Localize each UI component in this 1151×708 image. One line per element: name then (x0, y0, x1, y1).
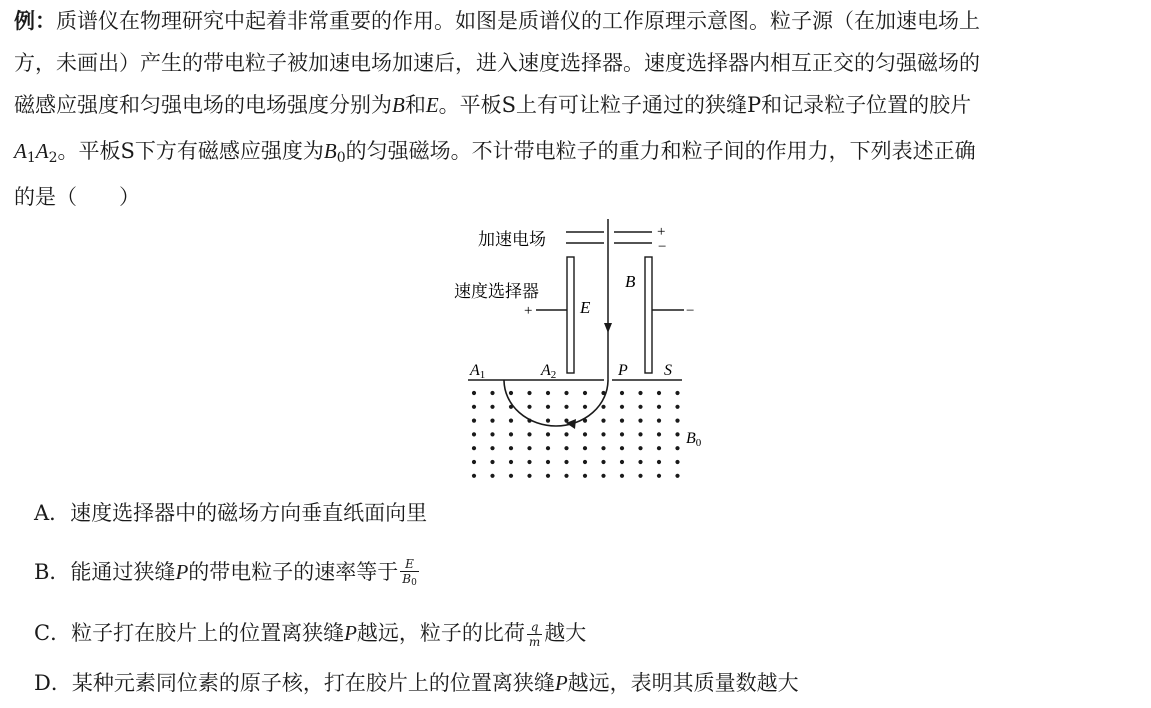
field-dot (527, 460, 531, 464)
question-text-3b: 。平板S上有可让粒子通过的狭缝P和记录粒子位置的胶片 (438, 93, 972, 117)
field-dot (620, 432, 624, 436)
field-dot (657, 391, 661, 395)
sub-2: 2 (48, 150, 58, 166)
field-dot (472, 460, 476, 464)
B-field-label: B (625, 272, 636, 291)
question-text-2: 方，未画出）产生的带电粒子被加速电场加速后，进入速度选择器。速度选择器内相互正交的匀强磁场的 (14, 51, 980, 75)
field-dot (527, 405, 531, 409)
question-line-1 (14, 4, 980, 38)
field-dot (564, 432, 568, 436)
selector-minus-sign: − (686, 303, 695, 319)
var-B0: B (323, 139, 337, 163)
option-letter: D． (34, 671, 72, 695)
field-dot (620, 474, 624, 478)
down-arrow-icon (604, 323, 612, 333)
question-line-2 (14, 46, 980, 80)
field-dot (509, 460, 513, 464)
field-dot (638, 446, 642, 450)
field-dot (583, 446, 587, 450)
field-dot (564, 419, 568, 423)
selector-label: 速度选择器 (454, 282, 539, 301)
option-text: 某种元素同位素的原子核，打在胶片上的位置离狭缝 (71, 671, 555, 695)
field-dot (601, 419, 605, 423)
field-dot (546, 460, 550, 464)
field-dot (675, 405, 679, 409)
field-dot (472, 405, 476, 409)
diagram-svg (440, 215, 730, 485)
field-dot (527, 419, 531, 423)
question-text-4b: 。平板S下方有磁感应强度为 (57, 139, 324, 163)
field-dot (490, 405, 494, 409)
field-dot (546, 446, 550, 450)
fraction-E-over-B0 (400, 557, 419, 590)
field-dot (490, 474, 494, 478)
sub-1: 1 (26, 150, 36, 166)
field-dot (675, 474, 679, 478)
frac-numerator: E (400, 557, 419, 572)
field-dot (546, 474, 550, 478)
field-dot (638, 405, 642, 409)
field-dot (564, 446, 568, 450)
option-letter: C． (34, 621, 72, 645)
option-d[interactable] (34, 666, 799, 700)
field-dot (675, 446, 679, 450)
fraction-q-over-m (527, 620, 542, 649)
field-dot (564, 405, 568, 409)
field-dot (564, 474, 568, 478)
field-dot (509, 432, 513, 436)
option-letter: A． (34, 501, 71, 525)
field-dot (509, 391, 513, 395)
label-B0: B0 (686, 430, 702, 449)
mass-spectrometer-diagram (440, 215, 730, 489)
field-dot (638, 419, 642, 423)
field-dot (620, 391, 624, 395)
field-dot (601, 391, 605, 395)
field-dot (546, 432, 550, 436)
field-dot (583, 419, 587, 423)
field-dot (490, 432, 494, 436)
field-dot (527, 432, 531, 436)
field-dot (675, 391, 679, 395)
particle-trajectory (504, 380, 608, 426)
field-dot (546, 391, 550, 395)
field-dot (583, 460, 587, 464)
field-dot (657, 432, 661, 436)
selector-plate-left (567, 257, 574, 373)
var-A2: A (35, 139, 49, 163)
field-dot (527, 391, 531, 395)
frac-denominator: m (528, 635, 541, 649)
option-text: 越远，表明其质量数越大 (567, 671, 799, 695)
option-letter: B． (34, 560, 71, 584)
field-dot (675, 419, 679, 423)
frac-denominator: B0 (402, 572, 417, 588)
field-dot (620, 419, 624, 423)
field-dot (490, 460, 494, 464)
question-text-4c: 的匀强磁场。不计带电粒子的重力和粒子间的作用力，下列表述正确 (345, 139, 976, 163)
var-P: P (554, 671, 568, 695)
field-dot (527, 474, 531, 478)
option-a[interactable] (34, 496, 427, 530)
field-dot (472, 391, 476, 395)
field-dot (509, 405, 513, 409)
field-dot (583, 405, 587, 409)
field-dot (638, 460, 642, 464)
field-dot (657, 474, 661, 478)
field-dot (675, 432, 679, 436)
option-text: 的带电粒子的速率等于 (188, 560, 399, 584)
example-label: 例： (14, 8, 56, 33)
field-dot (564, 460, 568, 464)
option-text: 粒子打在胶片上的位置离狭缝 (71, 621, 345, 645)
accel-plus-sign: + (657, 224, 666, 240)
field-dot (527, 446, 531, 450)
field-dot (601, 474, 605, 478)
field-dot (601, 405, 605, 409)
question-text-1: 质谱仪在物理研究中起着非常重要的作用。如图是质谱仪的工作原理示意图。粒子源（在加速电场上 (56, 9, 980, 33)
field-dot (657, 419, 661, 423)
field-dot (657, 446, 661, 450)
label-S: S (664, 362, 672, 379)
sub-0: 0 (336, 150, 346, 166)
frac-numerator: q (527, 620, 542, 635)
field-dot (472, 432, 476, 436)
field-dot (509, 474, 513, 478)
field-dot (601, 446, 605, 450)
field-dot (620, 405, 624, 409)
field-dot (657, 405, 661, 409)
option-c[interactable] (34, 616, 586, 650)
field-dot (490, 391, 494, 395)
option-text: 能通过狭缝 (70, 560, 176, 584)
field-dot (583, 391, 587, 395)
accel-minus-sign: − (658, 239, 667, 255)
label-P: P (618, 362, 628, 379)
var-B: B (392, 93, 405, 117)
field-dot (638, 391, 642, 395)
field-dot (675, 460, 679, 464)
question-text-5: 的是（ ） (14, 185, 140, 209)
field-dot (472, 419, 476, 423)
field-dot (657, 460, 661, 464)
field-dot (620, 446, 624, 450)
label-A2: A2 (541, 362, 557, 381)
E-field-label: E (580, 298, 591, 317)
option-text: 越远，粒子的比荷 (356, 621, 525, 645)
field-dot (490, 446, 494, 450)
field-dot (509, 446, 513, 450)
accel-field-label: 加速电场 (478, 230, 546, 249)
field-dot (564, 391, 568, 395)
option-b[interactable] (34, 555, 421, 590)
option-text: 越大 (544, 621, 587, 645)
field-dot (583, 474, 587, 478)
magnetic-field-dots (472, 391, 680, 478)
question-line-5 (14, 180, 140, 214)
field-dot (472, 474, 476, 478)
var-E: E (425, 93, 439, 117)
field-dot (546, 419, 550, 423)
question-line-3 (14, 88, 971, 122)
question-text-3a: 磁感应强度和匀强电场的电场强度分别为 (14, 93, 392, 117)
field-dot (583, 432, 587, 436)
field-dot (620, 460, 624, 464)
var-P: P (344, 621, 357, 645)
field-dot (546, 405, 550, 409)
field-dot (638, 432, 642, 436)
label-A1: A1 (470, 362, 486, 381)
question-line-4 (14, 134, 976, 175)
field-dot (601, 432, 605, 436)
question-text-and: 和 (404, 93, 426, 117)
selector-plus-sign: + (524, 303, 533, 319)
field-dot (601, 460, 605, 464)
selector-plate-right (645, 257, 652, 373)
field-dot (638, 474, 642, 478)
field-dot (472, 446, 476, 450)
option-text: 速度选择器中的磁场方向垂直纸面向里 (70, 501, 428, 525)
field-dot (490, 419, 494, 423)
var-A1: A (14, 139, 27, 163)
var-P: P (175, 560, 189, 584)
field-dot (509, 419, 513, 423)
